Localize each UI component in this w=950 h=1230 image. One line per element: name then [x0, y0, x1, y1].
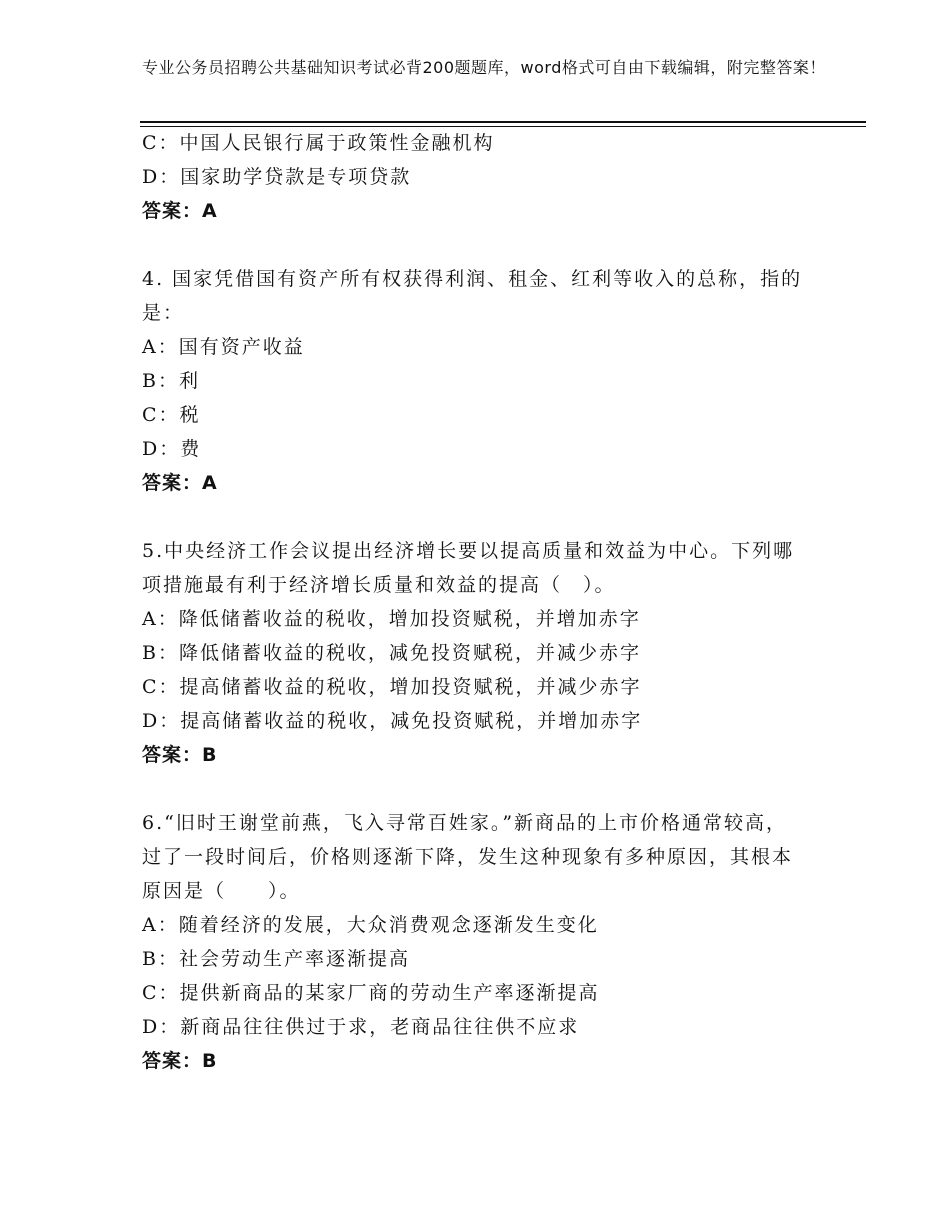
- option: A：降低储蓄收益的税收，增加投资赋税，并增加赤字: [142, 608, 641, 630]
- document-header: 专业公务员招聘公共基础知识考试必背200题题库，word格式可自由下载编辑，附完整答案！: [142, 58, 826, 77]
- previous-question-tail: [142, 126, 812, 228]
- answer: 答案：A: [142, 200, 218, 222]
- option: C：提供新商品的某家厂商的劳动生产率逐渐提高: [142, 982, 600, 1004]
- header-rule-thick: [140, 121, 866, 123]
- option: D：国家助学贷款是专项贷款: [142, 166, 412, 188]
- option: C：提高储蓄收益的税收，增加投资赋税，并减少赤字: [142, 676, 642, 698]
- option: B：降低储蓄收益的税收，减免投资赋税，并减少赤字: [142, 642, 641, 664]
- answer: 答案：A: [142, 472, 218, 494]
- question-stem: 4. 国家凭借国有资产所有权获得利润、租金、红利等收入的总称，指的是：: [142, 268, 803, 324]
- answer: 答案：B: [142, 744, 218, 766]
- option: B：利: [142, 370, 200, 392]
- question-stem: 5.中央经济工作会议提出经济增长要以提高质量和效益为中心。下列哪项措施最有利于经济增长质量和效益的提高（ ）。: [142, 540, 795, 596]
- question-6: [142, 806, 812, 1078]
- option: D：提高储蓄收益的税收，减免投资赋税，并增加赤字: [142, 710, 643, 732]
- option: B：社会劳动生产率逐渐提高: [142, 948, 410, 970]
- option: C：中国人民银行属于政策性金融机构: [142, 132, 495, 154]
- question-5: [142, 534, 812, 772]
- question-stem: 6.“旧时王谢堂前燕，飞入寻常百姓家。”新商品的上市价格通常较高，过了一段时间后，价格则逐渐下降，发生这种现象有多种原因，其根本原因是（ ）。: [142, 812, 794, 902]
- question-list: [142, 126, 812, 1078]
- option: D：新商品往往供过于求，老商品往往供不应求: [142, 1016, 580, 1038]
- option: C：税: [142, 404, 201, 426]
- option: A：随着经济的发展，大众消费观念逐渐发生变化: [142, 914, 599, 936]
- option: D：费: [142, 438, 202, 460]
- answer: 答案：B: [142, 1050, 218, 1072]
- question-4: [142, 262, 812, 500]
- option: A：国有资产收益: [142, 336, 305, 358]
